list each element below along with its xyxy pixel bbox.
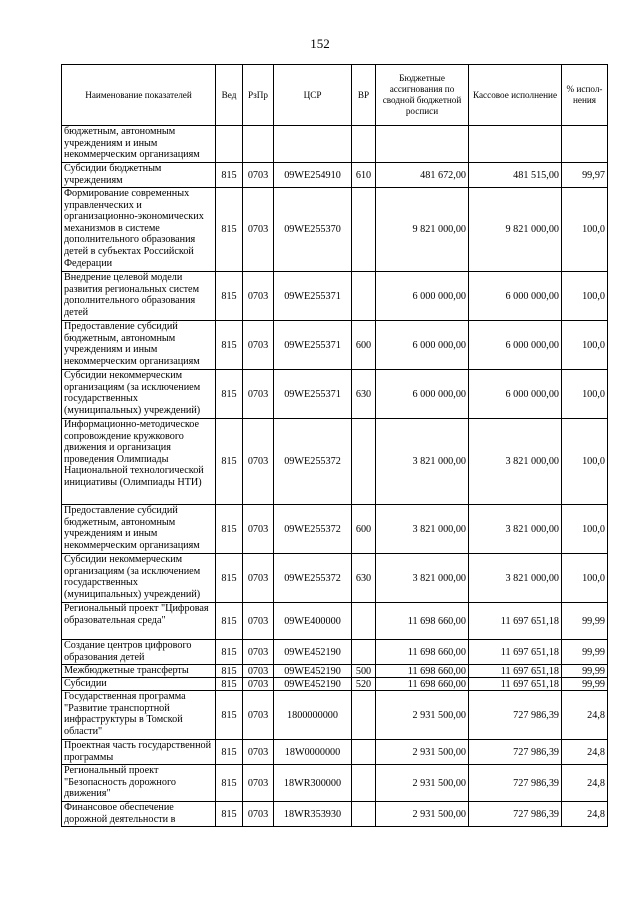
table-row (62, 419, 608, 505)
cell-fact: 481 515,00 (469, 163, 562, 188)
cell-fact: 9 821 000,00 (469, 188, 562, 272)
table-row (62, 765, 608, 802)
cell-vr: 600 (352, 321, 376, 370)
cell-plan: 11 698 660,00 (376, 665, 469, 678)
table-row (62, 126, 608, 163)
header-pct: % испол- нения (562, 65, 608, 126)
cell-pct: 99,99 (562, 678, 608, 691)
table-row (62, 554, 608, 603)
cell-plan: 6 000 000,00 (376, 370, 469, 419)
cell-name: Региональный проект "Безопасность дорожного движения" (62, 765, 216, 802)
cell-rzpr: 0703 (243, 678, 274, 691)
cell-vr (352, 188, 376, 272)
cell-vr: 520 (352, 678, 376, 691)
budget-table (61, 64, 608, 827)
cell-csr: 18W0000000 (274, 740, 352, 765)
cell-pct: 99,99 (562, 603, 608, 640)
cell-fact: 727 986,39 (469, 740, 562, 765)
cell-name: Региональный проект "Цифровая образовательная среда" (62, 603, 216, 640)
cell-plan: 3 821 000,00 (376, 419, 469, 505)
header-ved: Вед (216, 65, 243, 126)
cell-plan: 11 698 660,00 (376, 603, 469, 640)
cell-csr: 09WE400000 (274, 603, 352, 640)
cell-vr: 600 (352, 505, 376, 554)
cell-name: Формирование современных управленческих и организационно-экономических механизмов в системе дополнительного образования детей в субъектах Российской Федерации (62, 188, 216, 272)
cell-name: Проектная часть государственной программы (62, 740, 216, 765)
cell-pct: 100,0 (562, 321, 608, 370)
cell-csr: 09WE255371 (274, 321, 352, 370)
page-number: 152 (310, 36, 330, 51)
cell-csr: 09WE255372 (274, 554, 352, 603)
cell-plan: 6 000 000,00 (376, 321, 469, 370)
cell-rzpr: 0703 (243, 272, 274, 321)
cell-rzpr: 0703 (243, 691, 274, 740)
table-row (62, 370, 608, 419)
table-row (62, 740, 608, 765)
cell-fact: 727 986,39 (469, 765, 562, 802)
cell-vr: 500 (352, 665, 376, 678)
cell-plan (376, 126, 469, 163)
header-plan: Бюджетные ассигнования по сводной бюджетной росписи (376, 65, 469, 126)
cell-pct: 24,8 (562, 691, 608, 740)
cell-pct: 100,0 (562, 505, 608, 554)
cell-name: Субсидии некоммерческим организациям (за исключением государственных (муниципальных) учреждений) (62, 554, 216, 603)
cell-ved: 815 (216, 603, 243, 640)
cell-plan: 9 821 000,00 (376, 188, 469, 272)
cell-fact: 3 821 000,00 (469, 505, 562, 554)
table-row (62, 321, 608, 370)
cell-rzpr: 0703 (243, 321, 274, 370)
cell-rzpr: 0703 (243, 188, 274, 272)
cell-plan: 2 931 500,00 (376, 802, 469, 827)
header-name: Наименование показателей (62, 65, 216, 126)
table-row (62, 691, 608, 740)
cell-plan: 11 698 660,00 (376, 678, 469, 691)
cell-name: Субсидии (62, 678, 216, 691)
cell-vr (352, 603, 376, 640)
cell-name: Субсидии некоммерческим организациям (за исключением государственных (муниципальных) учреждений) (62, 370, 216, 419)
cell-vr: 630 (352, 370, 376, 419)
cell-pct: 100,0 (562, 188, 608, 272)
cell-ved: 815 (216, 188, 243, 272)
cell-ved: 815 (216, 691, 243, 740)
table-row (62, 802, 608, 827)
cell-plan: 2 931 500,00 (376, 740, 469, 765)
cell-fact: 727 986,39 (469, 802, 562, 827)
cell-fact: 3 821 000,00 (469, 419, 562, 505)
cell-fact: 6 000 000,00 (469, 321, 562, 370)
cell-csr: 09WE452190 (274, 678, 352, 691)
cell-ved: 815 (216, 321, 243, 370)
cell-vr (352, 765, 376, 802)
cell-plan: 11 698 660,00 (376, 640, 469, 665)
cell-plan: 481 672,00 (376, 163, 469, 188)
cell-pct: 100,0 (562, 370, 608, 419)
cell-vr (352, 126, 376, 163)
cell-vr (352, 802, 376, 827)
cell-name: Межбюджетные трансферты (62, 665, 216, 678)
cell-name: Государственная программа "Развитие транспортной инфраструктуры в Томской области" (62, 691, 216, 740)
cell-ved: 815 (216, 505, 243, 554)
cell-rzpr: 0703 (243, 740, 274, 765)
cell-pct: 100,0 (562, 272, 608, 321)
cell-pct: 100,0 (562, 419, 608, 505)
cell-pct: 99,97 (562, 163, 608, 188)
cell-name: Информационно-методическое сопровождение кружкового движения и организация проведения Олимпиады Национальной технологической инициативы (Олимпиады НТИ) (62, 419, 216, 505)
cell-vr (352, 419, 376, 505)
cell-fact (469, 126, 562, 163)
cell-vr (352, 691, 376, 740)
header-rzpr: РзПр (243, 65, 274, 126)
cell-csr: 09WE452190 (274, 665, 352, 678)
cell-name: Субсидии бюджетным учреждениям (62, 163, 216, 188)
cell-csr: 18WR353930 (274, 802, 352, 827)
cell-rzpr: 0703 (243, 163, 274, 188)
cell-name: Создание центров цифрового образования детей (62, 640, 216, 665)
cell-fact: 727 986,39 (469, 691, 562, 740)
cell-fact: 6 000 000,00 (469, 370, 562, 419)
cell-vr (352, 272, 376, 321)
cell-ved: 815 (216, 765, 243, 802)
cell-pct: 24,8 (562, 802, 608, 827)
cell-csr: 09WE255372 (274, 419, 352, 505)
cell-csr: 1800000000 (274, 691, 352, 740)
cell-ved: 815 (216, 802, 243, 827)
cell-fact: 6 000 000,00 (469, 272, 562, 321)
table-row (62, 163, 608, 188)
header-csr: ЦСР (274, 65, 352, 126)
cell-ved: 815 (216, 678, 243, 691)
cell-name: Внедрение целевой модели развития региональных систем дополнительного образования детей (62, 272, 216, 321)
table-row (62, 640, 608, 665)
cell-rzpr: 0703 (243, 419, 274, 505)
cell-rzpr (243, 126, 274, 163)
table-row (62, 272, 608, 321)
cell-rzpr: 0703 (243, 765, 274, 802)
cell-rzpr: 0703 (243, 554, 274, 603)
table-row (62, 505, 608, 554)
cell-ved: 815 (216, 163, 243, 188)
cell-rzpr: 0703 (243, 640, 274, 665)
cell-csr: 09WE255370 (274, 188, 352, 272)
header-vr: ВР (352, 65, 376, 126)
cell-pct (562, 126, 608, 163)
header-row (62, 65, 608, 126)
cell-pct: 100,0 (562, 554, 608, 603)
cell-vr: 610 (352, 163, 376, 188)
cell-name: Предоставление субсидий бюджетным, автономным учреждениям и иным некоммерческим организациям (62, 321, 216, 370)
cell-pct: 24,8 (562, 740, 608, 765)
cell-vr: 630 (352, 554, 376, 603)
cell-ved: 815 (216, 272, 243, 321)
cell-plan: 6 000 000,00 (376, 272, 469, 321)
cell-ved: 815 (216, 740, 243, 765)
cell-rzpr: 0703 (243, 665, 274, 678)
cell-name: Предоставление субсидий бюджетным, автономным учреждениям и иным некоммерческим организациям (62, 505, 216, 554)
cell-vr (352, 740, 376, 765)
cell-name: бюджетным, автономным учреждениям и иным некоммерческим организациям (62, 126, 216, 163)
cell-vr (352, 640, 376, 665)
cell-csr: 09WE255371 (274, 370, 352, 419)
cell-fact: 3 821 000,00 (469, 554, 562, 603)
cell-ved: 815 (216, 640, 243, 665)
cell-ved: 815 (216, 554, 243, 603)
cell-plan: 2 931 500,00 (376, 691, 469, 740)
cell-csr (274, 126, 352, 163)
cell-fact: 11 697 651,18 (469, 603, 562, 640)
cell-plan: 2 931 500,00 (376, 765, 469, 802)
cell-ved: 815 (216, 419, 243, 505)
cell-csr: 09WE452190 (274, 640, 352, 665)
cell-plan: 3 821 000,00 (376, 554, 469, 603)
cell-pct: 24,8 (562, 765, 608, 802)
cell-rzpr: 0703 (243, 370, 274, 419)
cell-ved: 815 (216, 370, 243, 419)
cell-fact: 11 697 651,18 (469, 665, 562, 678)
cell-csr: 18WR300000 (274, 765, 352, 802)
cell-csr: 09WE255371 (274, 272, 352, 321)
table-row (62, 603, 608, 640)
header-fact: Кассовое исполнение (469, 65, 562, 126)
cell-fact: 11 697 651,18 (469, 640, 562, 665)
cell-ved (216, 126, 243, 163)
cell-fact: 11 697 651,18 (469, 678, 562, 691)
table-row (62, 665, 608, 678)
cell-pct: 99,99 (562, 665, 608, 678)
cell-rzpr: 0703 (243, 505, 274, 554)
cell-name: Финансовое обеспечение дорожной деятельности в (62, 802, 216, 827)
cell-plan: 3 821 000,00 (376, 505, 469, 554)
cell-csr: 09WE254910 (274, 163, 352, 188)
table-row (62, 188, 608, 272)
cell-pct: 99,99 (562, 640, 608, 665)
cell-csr: 09WE255372 (274, 505, 352, 554)
cell-rzpr: 0703 (243, 802, 274, 827)
cell-ved: 815 (216, 665, 243, 678)
cell-rzpr: 0703 (243, 603, 274, 640)
table-row (62, 678, 608, 691)
